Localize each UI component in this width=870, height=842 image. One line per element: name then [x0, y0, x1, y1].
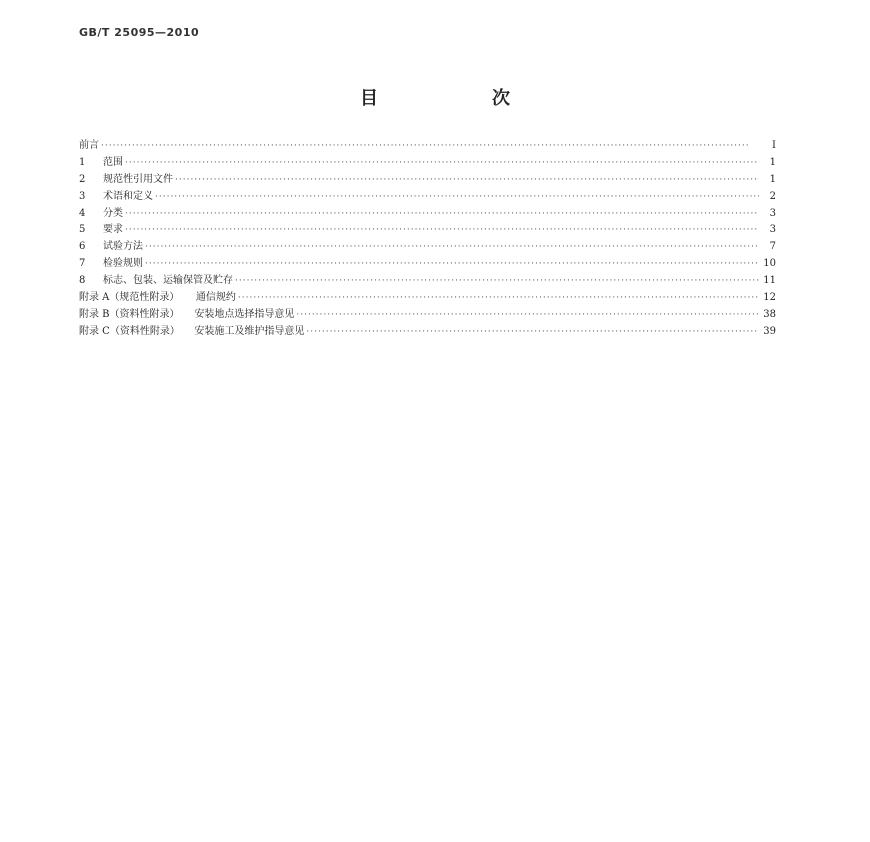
toc-entry-5[interactable] — [79, 222, 776, 239]
toc-entry-page: 11 — [763, 275, 776, 287]
toc-leader — [125, 206, 759, 223]
toc-entry-page: 7 — [769, 241, 776, 253]
toc-entry-label: 范围 — [103, 156, 123, 168]
toc-entry-label: 规范性引用文件 — [103, 173, 173, 185]
annex-title: 安装施工及维护指导意见 — [194, 325, 305, 337]
toc-entry-label: 检验规则 — [103, 258, 143, 270]
toc-entry-page: 1 — [769, 173, 776, 185]
toc-leader — [145, 256, 759, 273]
toc-entry-number: 1 — [79, 156, 86, 168]
toc-entry-number: 4 — [79, 207, 86, 219]
toc-entry-page: 38 — [763, 308, 776, 320]
toc-entry-page: 3 — [769, 224, 776, 236]
toc-entry-label: 标志、包装、运输保管及贮存 — [103, 275, 233, 287]
annex-title: 安装地点选择指导意见 — [194, 308, 295, 320]
toc-entry-page: 1 — [769, 156, 776, 168]
toc-entry-number: 3 — [79, 190, 86, 202]
standard-code: GB/T 25095—2010 — [79, 26, 200, 39]
toc-entry-number: 6 — [79, 241, 86, 253]
toc-entry-4[interactable] — [79, 206, 776, 223]
toc-entry-annex-b[interactable] — [79, 307, 776, 324]
toc-entry-6[interactable] — [79, 239, 776, 256]
toc-leader — [306, 324, 759, 341]
toc-leader — [175, 172, 759, 189]
toc-leader — [125, 222, 759, 239]
toc-leader — [125, 155, 759, 172]
toc-entry-label: 试验方法 — [103, 241, 143, 253]
annex-label: 附录 C（资料性附录） — [79, 325, 180, 337]
toc-entry-3[interactable] — [79, 189, 776, 206]
toc-entry-page: Ⅰ — [772, 140, 776, 151]
toc-entry-page: 12 — [763, 292, 776, 304]
toc-entry-2[interactable] — [79, 172, 776, 189]
toc-leader — [145, 239, 759, 256]
toc-leader — [101, 138, 759, 155]
toc-entry-8[interactable] — [79, 273, 776, 290]
toc-entry-page: 3 — [769, 207, 776, 219]
toc-leader — [296, 307, 759, 324]
table-of-contents — [79, 138, 776, 341]
annex-label: 附录 B（资料性附录） — [79, 308, 180, 320]
toc-entry-number: 5 — [79, 224, 86, 236]
toc-entry-label: 要求 — [103, 224, 123, 236]
toc-entry-label: 前言 — [79, 140, 99, 151]
toc-entry-page: 2 — [769, 190, 776, 202]
toc-entry-number: 2 — [79, 173, 86, 185]
toc-entry-label: 术语和定义 — [103, 190, 153, 202]
toc-entry-label: 分类 — [103, 207, 123, 219]
toc-entry-7[interactable] — [79, 256, 776, 273]
toc-leader — [238, 290, 759, 307]
toc-entry-page: 10 — [763, 258, 776, 270]
toc-entry-annex-c[interactable] — [79, 324, 776, 341]
annex-label: 附录 A（规范性附录） — [79, 292, 180, 304]
annex-title: 通信规约 — [195, 292, 236, 304]
toc-entry-annex-a[interactable] — [79, 290, 776, 307]
page-title: 目 次 — [360, 88, 558, 109]
toc-leader — [155, 189, 759, 206]
toc-entry-number: 8 — [79, 275, 86, 287]
toc-leader — [235, 273, 759, 290]
toc-entry-number: 7 — [79, 258, 86, 270]
toc-entry-foreword[interactable] — [79, 138, 776, 155]
toc-entry-page: 39 — [763, 325, 776, 337]
toc-entry-1[interactable] — [79, 155, 776, 172]
